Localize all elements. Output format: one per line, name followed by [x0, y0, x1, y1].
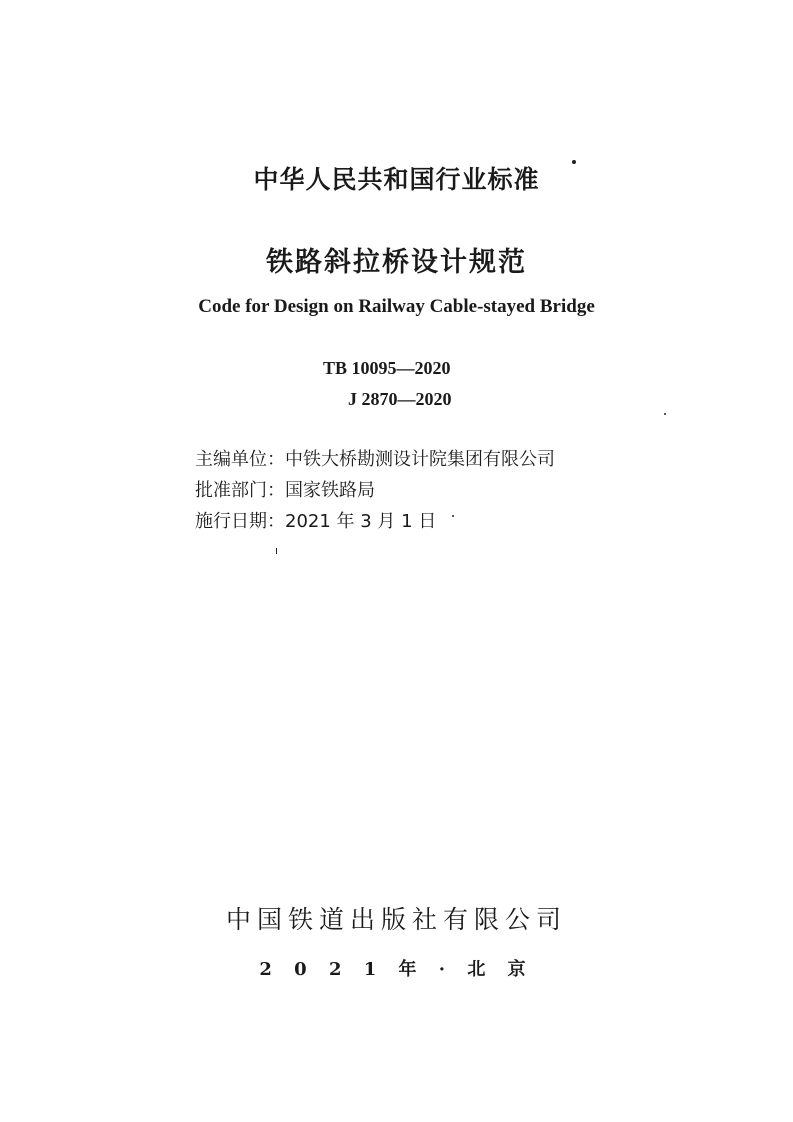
scan-speck: [664, 413, 666, 415]
info-value: 中铁大桥勘测设计院集团有限公司: [285, 449, 555, 470]
scan-speck: [276, 548, 277, 554]
info-value: 国家铁路局: [285, 480, 375, 501]
publication-info: [195, 444, 555, 537]
info-row-effective-date: [195, 506, 555, 537]
info-row-editor: [195, 444, 555, 475]
document-title-en: Code for Design on Railway Cable-stayed Bridge: [198, 296, 595, 317]
standard-code-j: J 2870—2020: [348, 389, 452, 409]
info-label: 施行日期：: [195, 511, 285, 532]
info-label: 主编单位：: [195, 449, 285, 470]
publisher-name: 中国铁道出版社有限公司: [225, 905, 567, 934]
info-row-approver: [195, 475, 555, 506]
standard-category: 中华人民共和国行业标准: [253, 165, 540, 194]
standard-code-tb: TB 10095—2020: [323, 358, 451, 378]
publish-date-place: 2 0 2 1 年 · 北 京: [259, 959, 534, 980]
info-label: 批准部门：: [195, 480, 285, 501]
info-value: 2021 年 3 月 1 日: [285, 511, 437, 532]
document-title-cn: 铁路斜拉桥设计规范: [266, 247, 527, 278]
